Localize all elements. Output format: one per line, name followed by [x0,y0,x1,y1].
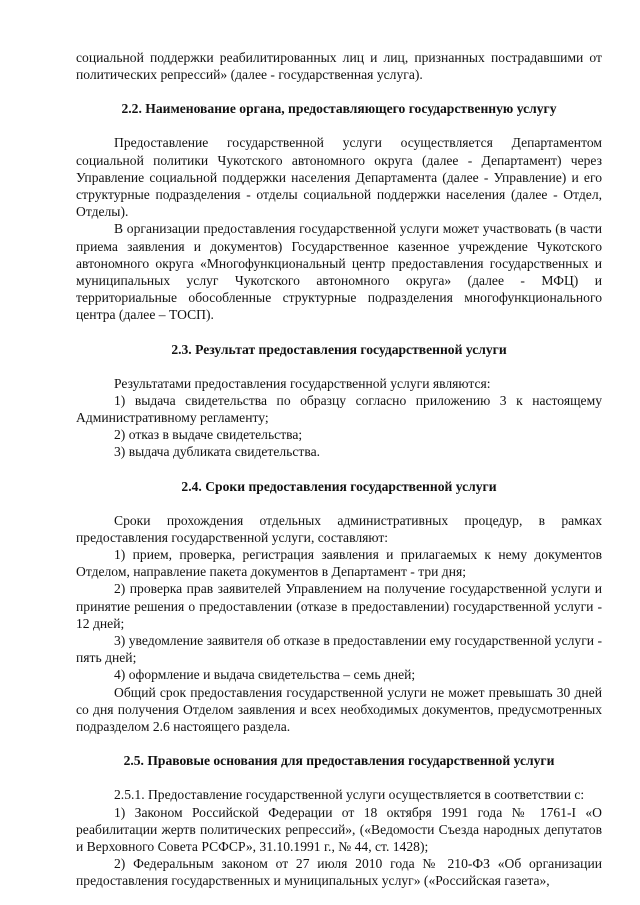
section-2-4-paragraph: 3) уведомление заявителя об отказе в предоставлении ему государственной услуги - пять дней; [76,633,602,666]
section-2-4-paragraph: Общий срок предоставления государственной услуги не может превышать 30 дней со дня получения Отделом заявления и всех необходимых документов, предусмотренных подразделом 2.6 настоящего раздела. [76,684,602,735]
section-2-3-paragraph: 1) выдача свидетельства по образцу согласно приложению 3 к настоящему Административному регламенту; [76,392,602,426]
intro-paragraph: социальной поддержки реабилитированных лиц и лиц, признанных пострадавшими от политических репрессий» (далее - государственная услуга). [76,50,602,83]
section-2-4-paragraph: 4) оформление и выдача свидетельства – семь дней; [114,667,416,683]
document-body [76,49,602,890]
section-2-3-paragraph: Результатами предоставления государственной услуги являются: [114,375,491,391]
section-2-4-paragraph: Сроки прохождения отдельных административных процедур, в рамках предоставления государственной услуги, составляют: [76,512,602,545]
section-2-4-paragraph: 1) прием, проверка, регистрация заявления и прилагаемых к нему документов Отделом, направление пакета документов в Департамент - три дня; [76,547,602,580]
section-2-2-heading: 2.2. Наименование органа, предоставляющего государственную услугу [121,101,557,117]
section-2-3-paragraph: 3) выдача дубликата свидетельства. [114,444,321,460]
section-2-4-heading: 2.4. Сроки предоставления государственной услуги [181,478,497,494]
section-2-3-paragraph: 2) отказ в выдаче свидетельства; [114,427,303,443]
section-2-3-heading: 2.3. Результат предоставления государственной услуги [171,341,507,357]
section-2-5-heading: 2.5. Правовые основания для предоставления государственной услуги [123,753,555,769]
section-2-2-paragraph: В организации предоставления государственной услуги может участвовать (в части приема заявления и документов) Государственное казенное учреждение Чукотского автономного округа «Многофункциональный центр предоставления государственных и муниципальных услуг Чукотского автономного округа» (далее - МФЦ) и территориальные обособленные структурные подразделения многофункционального центра (далее – ТОСП). [76,221,602,323]
section-2-5-paragraph: 2) Федеральным законом от 27 июля 2010 года № 210-ФЗ «Об организации предоставления государственных и муниципальных услуг» («Российская газета», [76,856,602,889]
section-2-4-paragraph: 2) проверка прав заявителей Управлением на получение государственной услуги и принятие решения о предоставлении (отказе в предоставлении) государственной услуги - 12 дней; [76,581,602,631]
section-2-5-paragraph: 1) Законом Российской Федерации от 18 октября 1991 года № 1761-I «О реабилитации жертв политических репрессий», («Ведомости Съезда народных депутатов и Верховного Совета РСФСР», 31.10.1991 г., № 44, ст. 1428); [76,804,602,854]
section-2-5-paragraph: 2.5.1. Предоставление государственной услуги осуществляется в соответствии с: [114,787,585,803]
section-2-2-paragraph: Предоставление государственной услуги осуществляется Департаментом социальной политики Чукотского автономного округа (далее - Департамент) через Управление социальной поддержки населения Департамента (далее - Управление) и его структурные подразделения - отделы социальной поддержки населения (далее - Отдел, Отделы). [76,135,602,220]
